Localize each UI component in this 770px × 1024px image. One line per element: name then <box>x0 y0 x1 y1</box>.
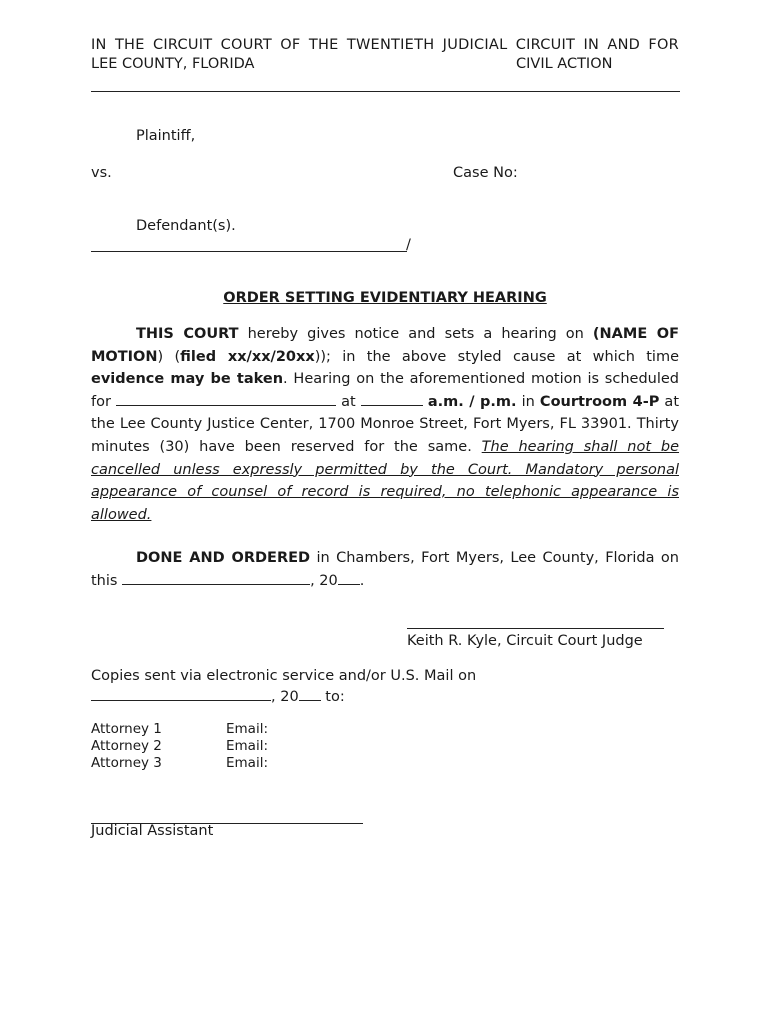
body-text: hereby gives notice and sets a hearing on <box>238 326 593 342</box>
body-text: ) ( <box>157 348 181 365</box>
county-label: LEE COUNTY, FLORIDA <box>91 56 255 72</box>
attorney-name: Attorney 1 <box>91 721 162 737</box>
judicial-assistant-label: Judicial Assistant <box>91 823 214 839</box>
hearing-date-blank[interactable] <box>116 391 336 406</box>
body-text: in Chambers, Fort Myers, Lee County, Florida on this <box>91 550 679 589</box>
order-date-blank[interactable] <box>122 570 310 585</box>
attorney-row <box>91 738 268 755</box>
attorney-email-label: Email: <box>226 721 269 737</box>
attorney-name: Attorney 3 <box>91 755 162 771</box>
case-number-label: Case No: <box>453 165 518 181</box>
order-paragraph <box>91 323 679 526</box>
court-header-line1: IN THE CIRCUIT COURT OF THE TWENTIETH JUDICIAL CIRCUIT IN AND FOR <box>91 37 679 53</box>
body-text: at <box>336 393 361 410</box>
copies-year-blank[interactable] <box>299 686 321 701</box>
attorney-name: Attorney 2 <box>91 738 162 754</box>
attorney-email-label: Email: <box>226 738 269 754</box>
done-ordered-paragraph <box>91 547 679 592</box>
attorney-list <box>91 721 268 772</box>
attorney-row <box>91 721 268 738</box>
caption-slash: / <box>406 237 411 253</box>
defendant-label: Defendant(s). <box>136 218 236 234</box>
name-of-motion-text: (NAME OF MOTION <box>91 326 679 365</box>
plaintiff-label: Plaintiff, <box>136 128 196 144</box>
order-title: ORDER SETTING EVIDENTIARY HEARING <box>223 290 547 306</box>
copies-date-row <box>91 686 345 705</box>
body-text: at the Lee County Justice Center, 1700 Monroe Street, Fort Myers, FL 33901. Thirty minutes (30) have been reserved for the same. <box>91 393 680 455</box>
copies-date-blank[interactable] <box>91 686 271 701</box>
evidence-text: evidence may be taken <box>91 371 284 388</box>
judge-signature-line[interactable] <box>407 628 664 629</box>
cancellation-notice: The hearing shall not be cancelled unless expressly permitted by the Court. Mandatory personal appearance of counsel of record is required, no telephonic appearance is allowed. <box>91 438 680 523</box>
hearing-time-blank[interactable] <box>361 391 423 406</box>
courtroom-text: Courtroom 4-P <box>539 393 660 410</box>
done-ordered-text: DONE AND ORDERED <box>136 550 311 566</box>
body-text: in <box>516 393 540 410</box>
body-text: . Hearing on the aforementioned motion is scheduled for <box>91 371 679 410</box>
copies-sent-text: Copies sent via electronic service and/or U.S. Mail on <box>91 668 477 684</box>
judge-name: Keith R. Kyle, Circuit Court Judge <box>407 633 643 649</box>
body-text: , 20 <box>310 572 338 589</box>
filed-date-text: filed xx/xx/20xx <box>180 348 315 365</box>
ampm-text: a.m. / p.m. <box>427 393 517 410</box>
attorney-row <box>91 755 268 772</box>
caption-rule <box>91 251 407 252</box>
civil-action-label: CIVIL ACTION <box>516 56 613 72</box>
body-text: )); in the above styled cause at which time <box>314 348 679 365</box>
attorney-email-label: Email: <box>226 755 269 771</box>
order-year-blank[interactable] <box>338 570 360 585</box>
this-court-text: THIS COURT <box>136 326 239 342</box>
vs-label: vs. <box>91 165 112 181</box>
court-header <box>91 37 679 53</box>
body-text: . <box>359 572 365 589</box>
copies-year-text: , 20 <box>271 689 299 705</box>
copies-to-text: to: <box>320 689 345 705</box>
header-rule <box>91 91 680 92</box>
